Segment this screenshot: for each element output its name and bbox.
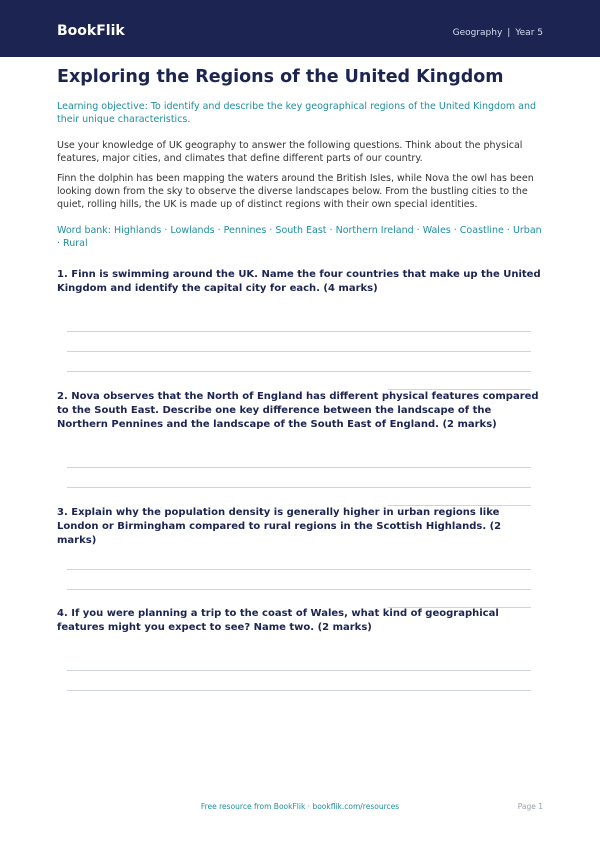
footer-credit[interactable]: Free resource from BookFlik · bookflik.com/resources: [200, 802, 400, 811]
answer-line[interactable]: [67, 589, 531, 590]
learning-objective: Learning objective: To identify and describe the key geographical regions of the United Kingdom and their unique characteristics.: [57, 101, 537, 125]
worksheet-title: Exploring the Regions of the United Kingdom: [57, 67, 504, 87]
question-1: 1. Finn is swimming around the UK. Name the four countries that make up the United Kingdom and identify the capital city for each. (4 marks): [57, 269, 541, 294]
answer-line[interactable]: [67, 670, 531, 671]
question-4: 4. If you were planning a trip to the coast of Wales, what kind of geographical features might you expect to see? Name two. (2 marks): [57, 608, 499, 633]
brand-logo[interactable]: BookFlik: [57, 23, 125, 39]
answer-line[interactable]: [67, 690, 531, 691]
answer-line[interactable]: [67, 351, 531, 352]
answer-line[interactable]: [67, 371, 531, 372]
page-number: Page 1: [517, 802, 543, 811]
question-3: 3. Explain why the population density is generally higher in urban regions like London or Birmingham compared to rural regions in the Scottish Highlands. (2 marks): [57, 507, 502, 546]
header-bar: [0, 0, 600, 57]
subject-year-label: [453, 27, 543, 39]
answer-line[interactable]: [67, 569, 531, 570]
answer-line[interactable]: [67, 467, 531, 468]
story-paragraph: Finn the dolphin has been mapping the waters around the British Isles, while Nova the owl has been looking down from the sky to observe the diverse landscapes below. From the bustling cities to the quiet, rolling hills, the UK is made up of distinct regions with their own special identities.: [57, 173, 534, 210]
separator: |: [507, 28, 511, 38]
intro-paragraph: Use your knowledge of UK geography to answer the following questions. Think about the physical features, major cities, and climates that define different parts of our country.: [57, 140, 523, 164]
question-2: 2. Nova observes that the North of England has different physical features compared to the South East. Describe one key difference between the landscape of the Northern Pennines and the landscape of the South East of England. (2 marks): [57, 391, 539, 430]
answer-line[interactable]: [67, 331, 531, 332]
subject-label: Geography: [452, 28, 503, 38]
word-bank: Word bank: Highlands · Lowlands · Pennines · South East · Northern Ireland · Wales · Coastline · Urban · Rural: [57, 225, 542, 249]
year-label: Year 5: [515, 28, 543, 38]
answer-line[interactable]: [67, 487, 531, 488]
